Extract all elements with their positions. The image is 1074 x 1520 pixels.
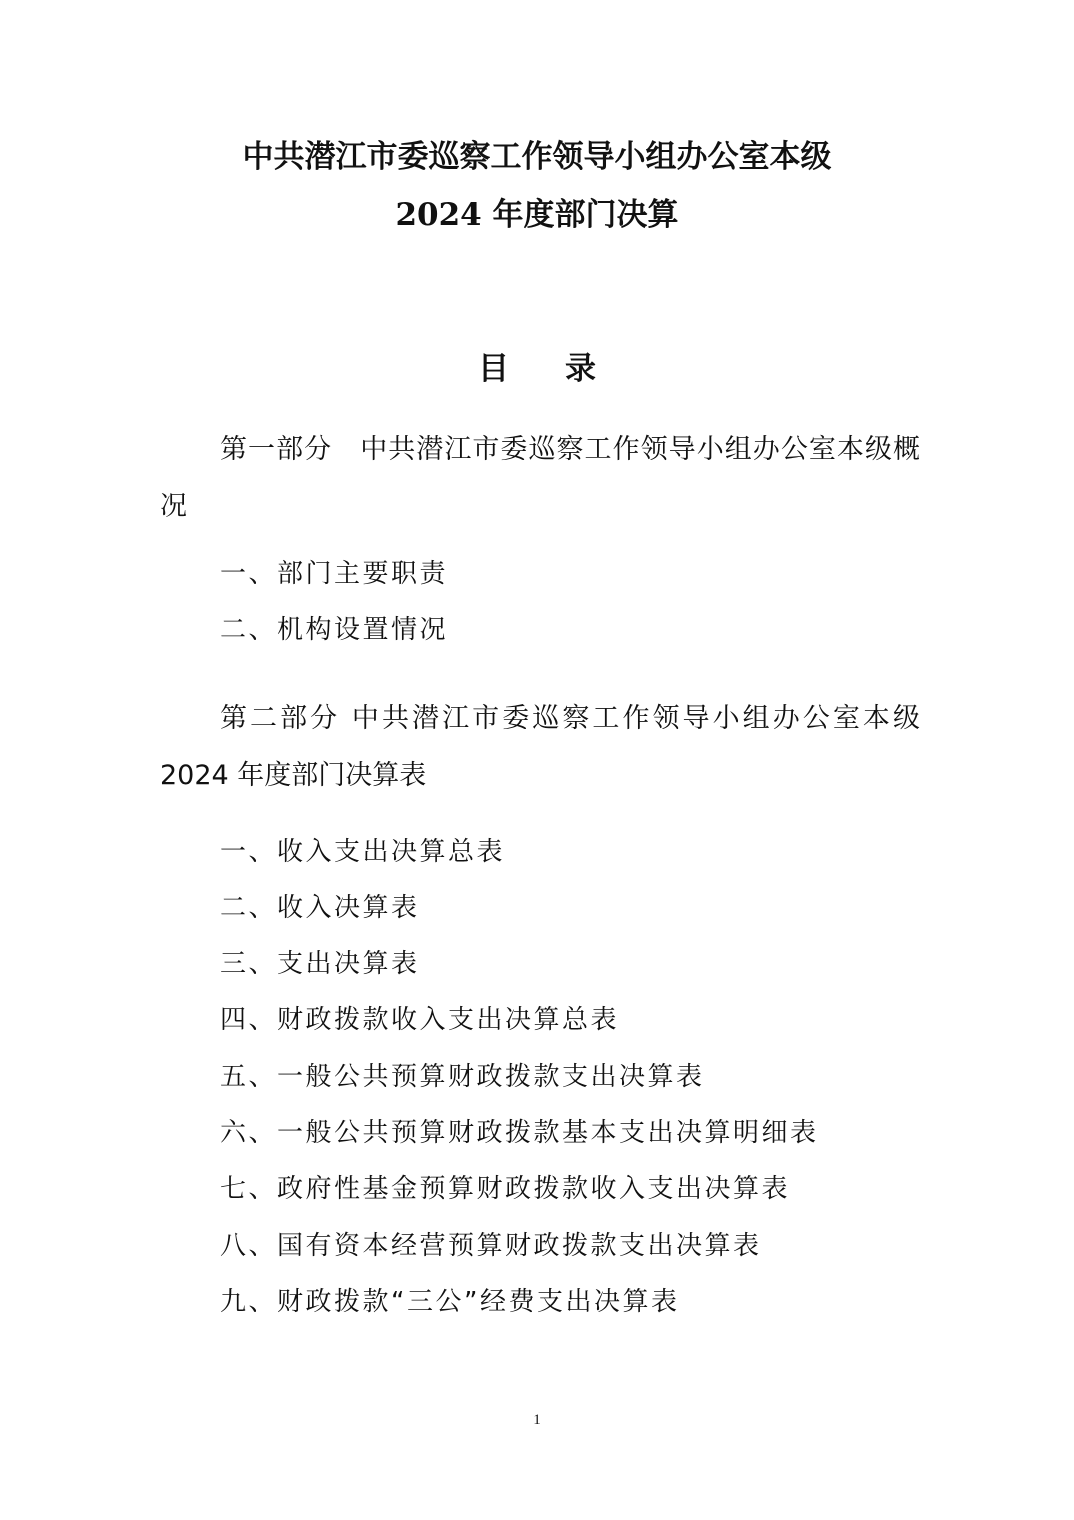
- part-1-item-1: 一、部门主要职责: [220, 559, 449, 589]
- part-2-item-2: 二、收入决算表: [220, 893, 420, 923]
- page-number: 1: [533, 1412, 541, 1428]
- part-2-item-4: 四、财政拨款收入支出决算总表: [220, 1005, 620, 1035]
- part-2-item-8: 八、国有资本经营预算财政拨款支出决算表: [220, 1231, 762, 1261]
- part-2-item-1: 一、收入支出决算总表: [220, 837, 506, 867]
- part-2-item-3: 三、支出决算表: [220, 949, 420, 979]
- part-1-heading: 第一部分 中共潜江市委巡察工作领导小组办公室本级概况: [160, 434, 920, 522]
- part-2-heading: 第二部分 中共潜江市委巡察工作领导小组办公室本级 2024 年度部门决算表: [160, 703, 920, 791]
- part-2-item-7: 七、政府性基金预算财政拨款收入支出决算表: [220, 1174, 791, 1204]
- table-of-contents-heading: 目录: [478, 351, 652, 387]
- part-2-item-6: 六、一般公共预算财政拨款基本支出决算明细表: [220, 1118, 819, 1148]
- part-2-item-9: 九、财政拨款“三公”经费支出决算表: [220, 1287, 680, 1317]
- document-title-line-1: 中共潜江市委巡察工作领导小组办公室本级: [242, 139, 832, 175]
- part-2-item-5: 五、一般公共预算财政拨款支出决算表: [220, 1062, 705, 1092]
- document-title-line-2: 2024 年度部门决算: [395, 197, 679, 233]
- part-1-item-2: 二、机构设置情况: [220, 615, 449, 645]
